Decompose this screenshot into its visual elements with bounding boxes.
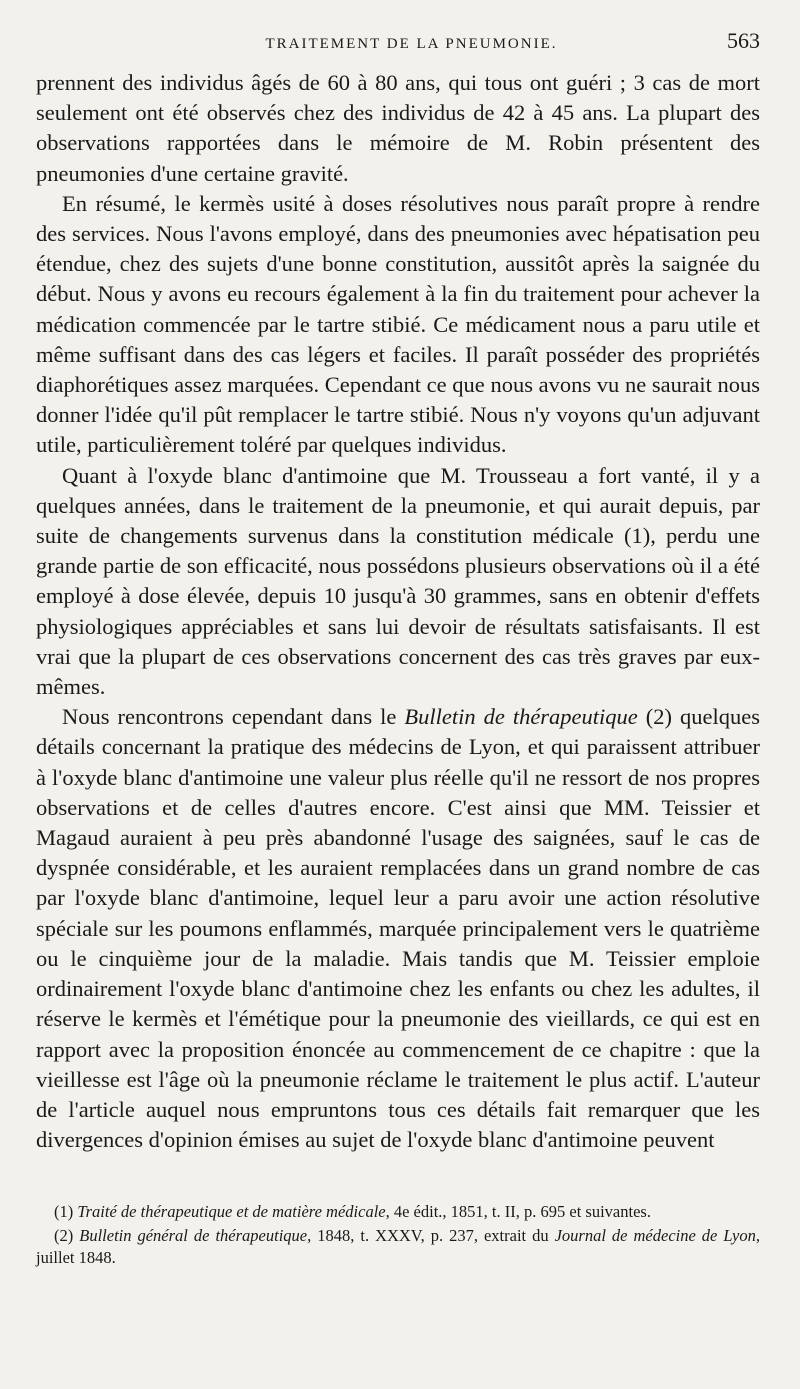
paragraph-lyon-practice [36, 702, 760, 1155]
body-text [36, 68, 760, 1155]
footnote-mark: (1) [54, 1202, 78, 1222]
paragraph-text-part: (2) quelques détails concernant la pratique des médecins de Lyon, et qui paraissent attribuer à l'oxyde blanc d'antimoine une valeur plus réelle qu'il ne ressort de nos propres observations et de celles d'autres encore. C'est ainsi que MM. Teissier et Magaud auraient à peu près abandonné l'usage des saignées, sauf le cas de dyspnée considérable, et les auraient remplacées dans un grand nombre de cas par l'oxyde blanc d'antimoine, lequel leur a paru avoir une action résolutive spéciale sur les poumons enflammés, marquée principalement vers le quatrième ou le cinquième jour de la maladie. Mais tandis que M. Teissier emploie ordinairement l'oxyde blanc d'antimoine chez les enfants ou chez les adultes, il réserve le kermès et l'émétique pour la pneumonie des vieillards, ce qui est en rapport avec la proposition énoncée au commencement de ce chapitre : que la vieillesse est l'âge où la pneumonie réclame le traitement le plus actif. L'auteur de l'article auquel nous empruntons tous ces détails fait remarquer que les divergences d'opinion émises au sujet de l'oxyde blanc d'antimoine peuvent [36, 704, 760, 1153]
paragraph-continuation: prennent des individus âgés de 60 à 80 ans, qui tous ont guéri ; 3 cas de mort seulement ont été observés chez des individus de 42 à 45 ans. La plupart des observations rapportées dans le mémoire de M. Robin présentent des pneumonies d'une certaine gravité. [36, 70, 760, 186]
journal-title-italic: Bulletin de thérapeutique [404, 704, 638, 730]
footnote-title: Traité de thérapeutique et de matière médicale [77, 1202, 386, 1222]
page-number: 563 [727, 28, 760, 53]
running-title: TRAITEMENT DE LA PNEUMONIE. [265, 36, 558, 52]
footnotes [36, 1201, 760, 1269]
page-header [36, 28, 760, 68]
paragraph-kermes-summary: En résumé, le kermès usité à doses résolutives nous paraît propre à rendre des services. Nous l'avons employé, dans des pneumonies avec hépatisation peu étendue, chez des sujets d'une bonne constitution, aussitôt après la saignée du début. Nous y avons eu recours également à la fin du traitement pour achever la médication commencée par le tartre stibié. Ce médicament nous a paru utile et même suffisant dans des cas légers et faciles. Il paraît posséder des propriétés diaphorétiques assez marquées. Cependant ce que nous avons vu ne saurait nous donner l'idée qu'il pût remplacer le tartre stibié. Nous n'y voyons qu'un adjuvant utile, particulièrement toléré par quelques individus. [36, 190, 760, 458]
footnote-title: Bulletin général de thérapeutique [79, 1226, 308, 1246]
paragraph-oxyde-blanc: Quant à l'oxyde blanc d'antimoine que M. Trousseau a fort vanté, il y a quelques années, dans le traitement de la pneumonie, et qui aurait depuis, par suite de changements survenus dans la constitution médicale (1), perdu une grande partie de son efficacité, nous possédons plusieurs observations où il a été employé à dose élevée, depuis 10 jusqu'à 30 grammes, sans en obtenir d'effets physiologiques appréciables et sans lui devoir de résultats satisfaisants. Il est vrai que la plupart de ces observations concernent des cas très graves par eux-mêmes. [36, 462, 760, 700]
footnote-journal-title: Journal de médecine de Lyon [554, 1226, 756, 1246]
footnote-2 [36, 1225, 760, 1269]
footnote-publication: , 4e édit., 1851, t. II, p. 695 et suivantes. [385, 1202, 651, 1222]
footnote-publication: , 1848, t. XXXV, p. 237, extrait du [307, 1226, 555, 1246]
footnote-mark: (2) [54, 1226, 80, 1246]
footnote-publication: , juillet 1848. [36, 1226, 761, 1268]
paragraph-text-part: Nous rencontrons cependant dans le [62, 704, 405, 730]
footnote-1 [36, 1201, 760, 1223]
